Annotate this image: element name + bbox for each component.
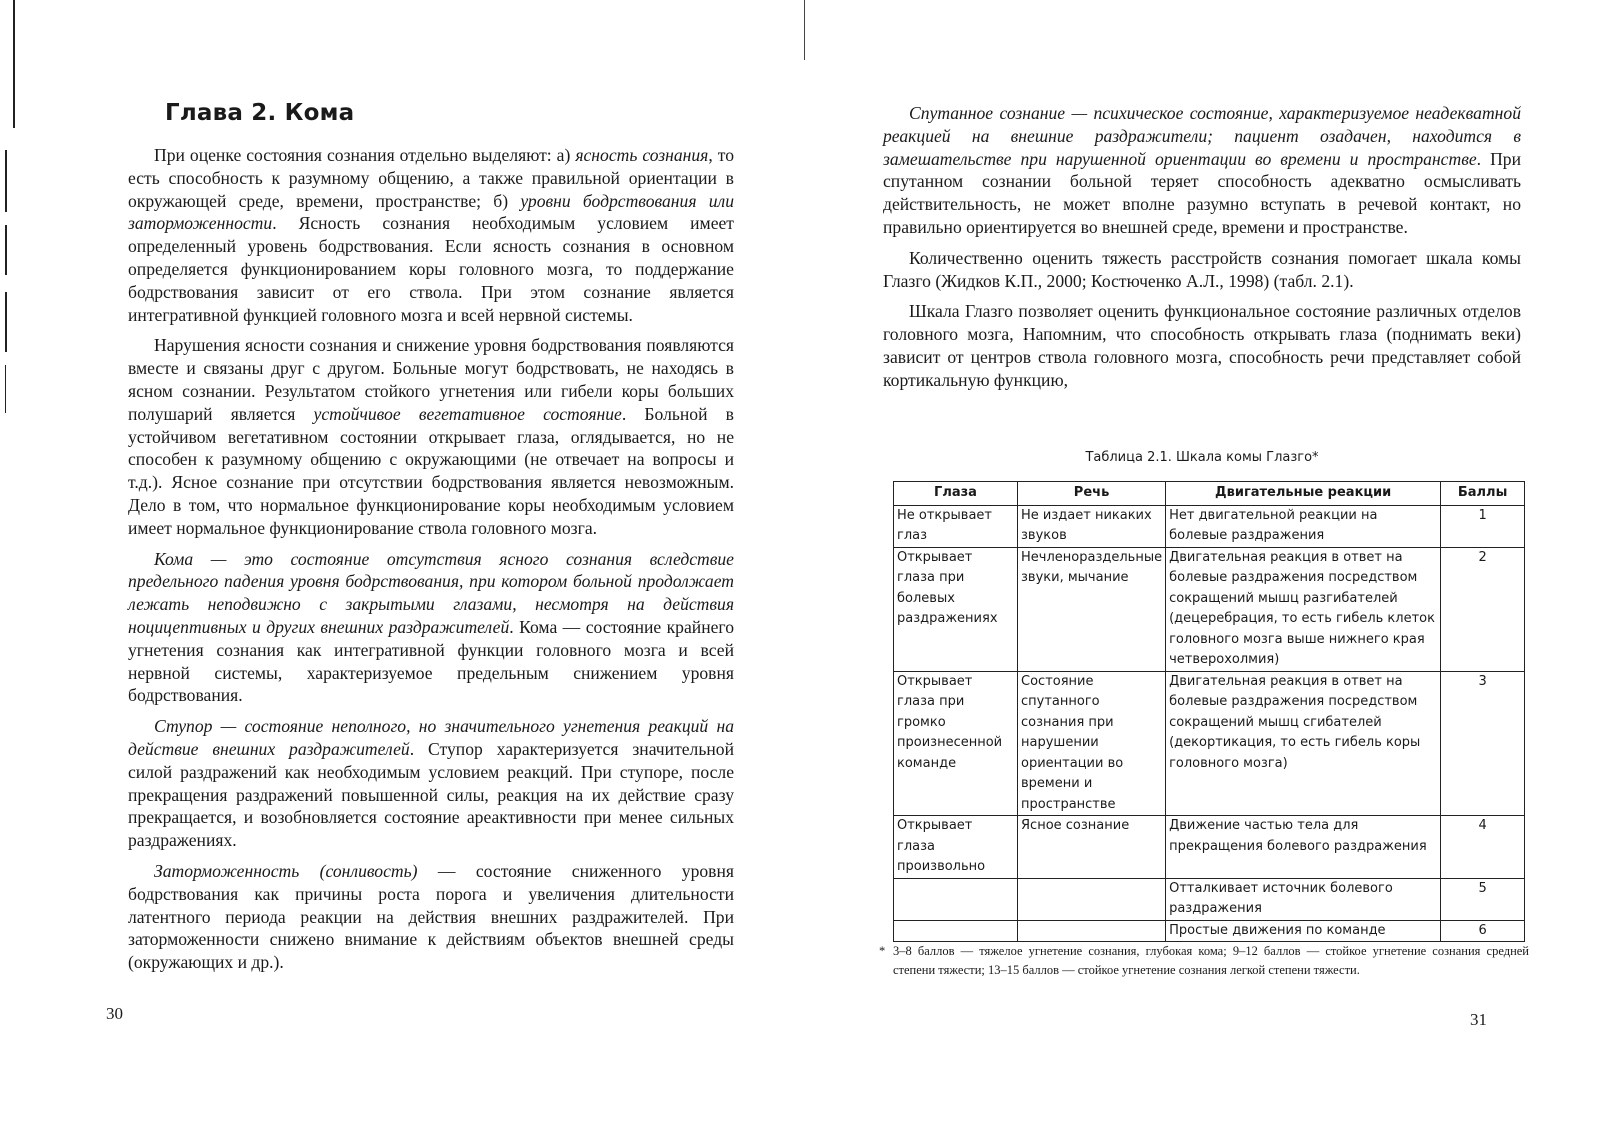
right-page-text	[883, 102, 1521, 400]
table-cell	[894, 920, 1018, 942]
table-cell: Двигательная реакция в ответ на болевые раздражения посредством сокращений мышц разгибателей (децеребрация, то есть гибель клеток головного мозга выше нижнего края четверохолмия)	[1166, 547, 1441, 671]
paragraph	[128, 548, 734, 708]
table-cell: Открывает глаза произвольно	[894, 816, 1018, 879]
table-cell: Не издает никаких звуков	[1018, 505, 1166, 547]
paragraph	[128, 715, 734, 852]
text-run: . Ступор характеризуется значительной силой раздражений как необходимым условием реакций. При ступоре, после прекращения раздражений повышенной силы, реакция на их действие сразу прекращается, и возобновляется состояние ареактивности при менее сильных раздражениях.	[128, 738, 734, 851]
paragraph	[883, 102, 1521, 239]
footnote-text: 3–8 баллов — тяжелое угнетение сознания, глубокая кома; 9–12 баллов — стойкое угнетение сознания средней степени тяжести; 13–15 баллов — стойкое угнетение сознания легкой степени тяжести.	[893, 944, 1529, 977]
table-header-cell: Глаза	[894, 482, 1018, 506]
table-cell: Состояние спутанного сознания при нарушении ориентации во времени и пространстве	[1018, 671, 1166, 816]
table-row	[894, 920, 1525, 942]
text-run: . При спутанном сознании больной теряет способность адекватно осмысливать действительность, не может вполне разумно вступать в речевой контакт, но правильно ориентируется во внешней среде, времени и пространстве.	[883, 148, 1521, 237]
text-run: Количественно оценить тяжесть расстройств сознания помогает шкала комы Глазго (Жидков К.П., 2000; Костюченко А.Л., 1998) (табл. 2.1).	[883, 247, 1521, 291]
table-cell: Ясное сознание	[1018, 816, 1166, 879]
table-cell: Нет двигательной реакции на болевые раздражения	[1166, 505, 1441, 547]
text-run: Нарушения ясности сознания и снижение уровня бодрствования появляются вместе и связаны друг с другом. Больные могут бодрствовать, не находясь в ясном сознании. Результатом стойкого угнетения или гибели коры больших полушарий является	[128, 335, 734, 424]
table-cell: Отталкивает источник болевого раздражения	[1166, 878, 1441, 920]
table-cell: Не открывает глаз	[894, 505, 1018, 547]
table-header-cell: Двигательные реакции	[1166, 482, 1441, 506]
table-cell: Двигательная реакция в ответ на болевые раздражения посредством сокращений мышц сгибателей (декортикация, то есть гибель коры головного мозга)	[1166, 671, 1441, 816]
table-row	[894, 505, 1525, 547]
italic-term: Кома — это состояние отсутствия ясного сознания вследствие предельного падения уровня бодрствования, при котором больной продолжает лежать неподвижно с закрытыми глазами, несмотря на действия ноцицептивных и других внешних раздражителей	[128, 548, 734, 637]
chapter-title: Глава 2. Кома	[165, 100, 355, 126]
italic-term: ясность сознания	[575, 145, 709, 165]
footnote-marker: *	[879, 944, 886, 958]
score-cell: 5	[1441, 878, 1525, 920]
right-page	[800, 0, 1600, 1137]
text-run: При оценке состояния сознания отдельно выделяют: а)	[154, 145, 576, 165]
table-cell: Простые движения по команде	[1166, 920, 1441, 942]
italic-term: устойчивое вегетативное состояние	[313, 403, 622, 424]
left-page-text	[128, 144, 734, 982]
italic-term: уровни бодрствования или заторможенности	[128, 190, 734, 234]
paragraph	[883, 300, 1521, 391]
table-cell: Движение частью тела для прекращения болевого раздражения	[1166, 816, 1441, 879]
table-cell	[894, 878, 1018, 920]
page-number-left: 30	[106, 1004, 123, 1023]
table-caption: Таблица 2.1. Шкала комы Глазго*	[1085, 450, 1319, 465]
paragraph	[128, 334, 734, 539]
table-header-cell: Баллы	[1441, 482, 1525, 506]
table-row	[894, 816, 1525, 879]
text-run: Шкала Глазго позволяет оценить функциональное состояние различных отделов головного мозга, Напомним, что способность открывать глаза (поднимать веки) зависит от центров ствола головного мозга, способность речи представляет собой кортикальную функцию,	[883, 301, 1521, 390]
table-row	[894, 671, 1525, 816]
paragraph	[128, 144, 734, 326]
text-run: . Больной в устойчивом вегетативном состоянии открывает глаза, оглядывается, но не способен к разумному общению с окружающими (не отвечает на вопросы и т.д.). Ясное сознание при отсутствии бодрствования является невозможным. Дело в том, что нормальное функционирование коры необходимым условием имеет нормальное функционирование ствола головного мозга.	[128, 403, 734, 538]
text-run: . Кома — состояние крайнего угнетения сознания как интегративной функции головного мозга и всей нервной системы, характеризуемое предельным снижением уровня бодрствования.	[128, 616, 734, 706]
table-row	[894, 547, 1525, 671]
italic-term: Заторможенность (сонливость)	[154, 860, 418, 881]
paragraph	[128, 860, 734, 974]
page-number-right: 31	[1470, 1010, 1487, 1029]
table-cell	[1018, 878, 1166, 920]
table-row	[894, 878, 1525, 920]
score-cell: 6	[1441, 920, 1525, 942]
glasgow-coma-table	[893, 481, 1525, 942]
score-cell: 3	[1441, 671, 1525, 816]
score-cell: 4	[1441, 816, 1525, 879]
score-cell: 1	[1441, 505, 1525, 547]
table-cell: Открывает глаза при громко произнесенной команде	[894, 671, 1018, 816]
italic-term: Ступор — состояние неполного, но значительного угнетения реакций на действие внешних раздражителей	[128, 716, 734, 759]
table-cell: Нечленораздельные звуки, мычание	[1018, 547, 1166, 671]
text-run: , то есть способность к разумному общению, а также правильной ориентации в окружающей среде, времени, пространстве; б)	[128, 145, 734, 211]
text-run: — состояние сниженного уровня бодрствования как причины роста порога и увеличения длительности латентного периода реакции на действия внешних раздражителей. При заторможенности снижено внимание к действиям объектов внешней среды (окружающих и др.).	[128, 860, 734, 973]
paragraph	[883, 247, 1521, 293]
table-footnote	[879, 942, 1529, 980]
score-cell: 2	[1441, 547, 1525, 671]
text-run: . Ясность сознания необходимым условием имеет определенный уровень бодрствования. Если ясность сознания в основном определяется функционированием коры головного мозга, то поддержание бодрствования зависит от его ствола. При этом сознание является интегративной функцией головного мозга и всей нервной системы.	[128, 213, 734, 325]
table-header-cell: Речь	[1018, 482, 1166, 506]
table-cell	[1018, 920, 1166, 942]
table-header-row	[894, 482, 1525, 506]
italic-term: Спутанное сознание — психическое состояние, характеризуемое неадекватной реакцией на внешние раздражители; пациент озадачен, находится в замешательстве при нарушенной ориентации во времени и пространстве	[883, 103, 1521, 169]
table-cell: Открывает глаза при болевых раздражениях	[894, 547, 1018, 671]
